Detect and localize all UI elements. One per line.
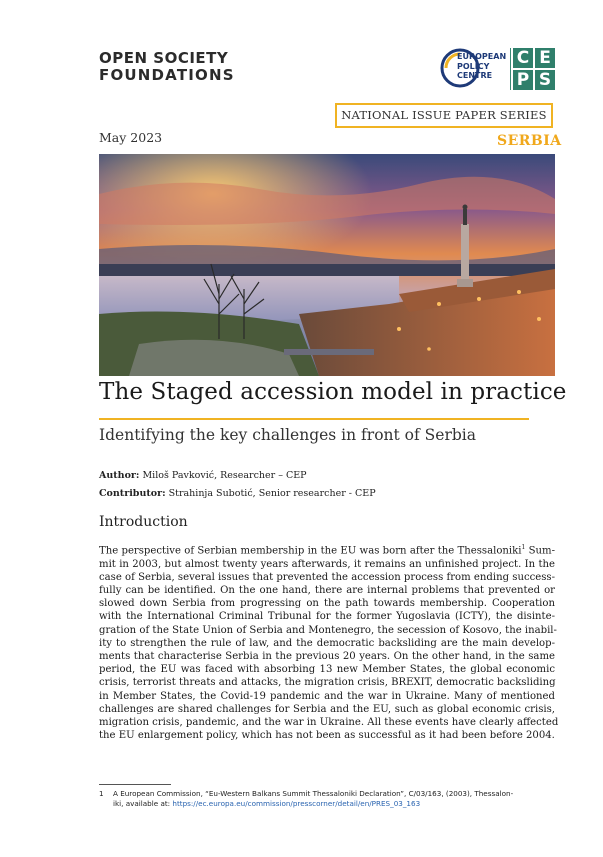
osf-logo bbox=[99, 50, 235, 84]
footnote-divider bbox=[99, 784, 171, 785]
cover-photo bbox=[99, 154, 555, 376]
contributor-label: Contributor: bbox=[99, 488, 166, 499]
body-line: migration crisis, pandemic, and the war in Ukraine. All these events have clearly affected bbox=[99, 717, 559, 728]
logo-divider bbox=[510, 48, 511, 90]
footnote bbox=[99, 789, 555, 809]
footnote-link[interactable]: https://ec.europa.eu/commission/presscorner/detail/en/PRES_03_163 bbox=[172, 799, 421, 808]
ceps-letter-s: S bbox=[535, 70, 555, 90]
ceps-letter-e: E bbox=[535, 48, 555, 68]
document-title: The Staged accession model in practice bbox=[99, 379, 567, 405]
body-line: ments that characterise Serbia in the previous 20 years. On the other hand, in the same bbox=[99, 650, 555, 662]
footnote-ref[interactable]: 1 bbox=[521, 544, 526, 551]
body-line: fully can be identified. On the one hand, there are internal problems that prevented or bbox=[99, 584, 555, 596]
epc-logo-line1: EUROPEAN bbox=[457, 52, 507, 61]
body-line: crisis, terrorist threats and attacks, the migration crisis, BREXIT, democratic backsliding bbox=[99, 677, 556, 689]
ceps-letter-p: P bbox=[513, 70, 533, 90]
epc-logo-line3: CENTRE bbox=[457, 71, 493, 80]
footnote-number: 1 bbox=[99, 789, 104, 798]
body-line: the EU enlargement policy, which has not been as successful as it had been before 2004. bbox=[99, 730, 555, 742]
epc-logo-line2: POLICY bbox=[457, 61, 490, 71]
footnote-text-cont: iki, available at: bbox=[113, 799, 173, 808]
section-heading: Introduction bbox=[99, 514, 188, 530]
ceps-letter-c: C bbox=[513, 48, 533, 68]
osf-logo-line2: FOUNDATIONS bbox=[99, 66, 235, 84]
series-label: NATIONAL ISSUE PAPER SERIES bbox=[335, 103, 553, 128]
author-line bbox=[99, 470, 307, 481]
body-line: mit in 2003, but almost twenty years afterwards, it remains an unfinished project. In the bbox=[99, 558, 555, 570]
body-line: The perspective of Serbian membership in the EU was born after the Thessaloniki$^1$ Sum- bbox=[99, 544, 555, 557]
body-line: slowed down Serbia from progressing on the path towards membership. Cooperation bbox=[99, 598, 555, 610]
contributor-name: Strahinja Subotić, Senior researcher - CEP bbox=[168, 488, 376, 499]
author-name: Miloš Pavković, Researcher – CEP bbox=[142, 470, 307, 481]
body-paragraph bbox=[99, 541, 559, 742]
body-line: with the International Criminal Tribunal for the former Yugoslavia (ICTY), the disinte- bbox=[99, 611, 555, 623]
osf-logo-line1: OPEN SOCIETY bbox=[99, 49, 229, 67]
ceps-logo bbox=[513, 48, 555, 90]
publication-date: May 2023 bbox=[99, 130, 163, 145]
body-line: period, the EU was faced with absorbing 13 new Member States, the global economic bbox=[99, 664, 555, 676]
footnote-text: A European Commission, “Eu-Western Balkans Summit Thessaloniki Declaration”, C/03/163, (2003), Thessalon- bbox=[113, 789, 514, 798]
epc-logo-text bbox=[457, 52, 506, 81]
document-subtitle: Identifying the key challenges in front of Serbia bbox=[99, 426, 476, 444]
body-line: challenges are shared challenges for Serbia and the EU, such as global economic crisis, bbox=[99, 703, 555, 715]
title-underline bbox=[99, 418, 529, 420]
body-line: ity to strengthen the rule of law, and the democratic backsliding are the main develop- bbox=[99, 637, 555, 649]
body-line: case of Serbia, several issues that prevented the accession process from ending success- bbox=[99, 571, 555, 583]
body-line: in Member States, the Covid-19 pandemic and the war in Ukraine. Many of mentioned bbox=[99, 690, 555, 702]
author-label: Author: bbox=[99, 470, 140, 481]
contributor-line bbox=[99, 488, 376, 499]
body-line: gration of the State Union of Serbia and Montenegro, the secession of Kosovo, the inabil- bbox=[99, 624, 557, 636]
country-label: SERBIA bbox=[497, 133, 562, 149]
